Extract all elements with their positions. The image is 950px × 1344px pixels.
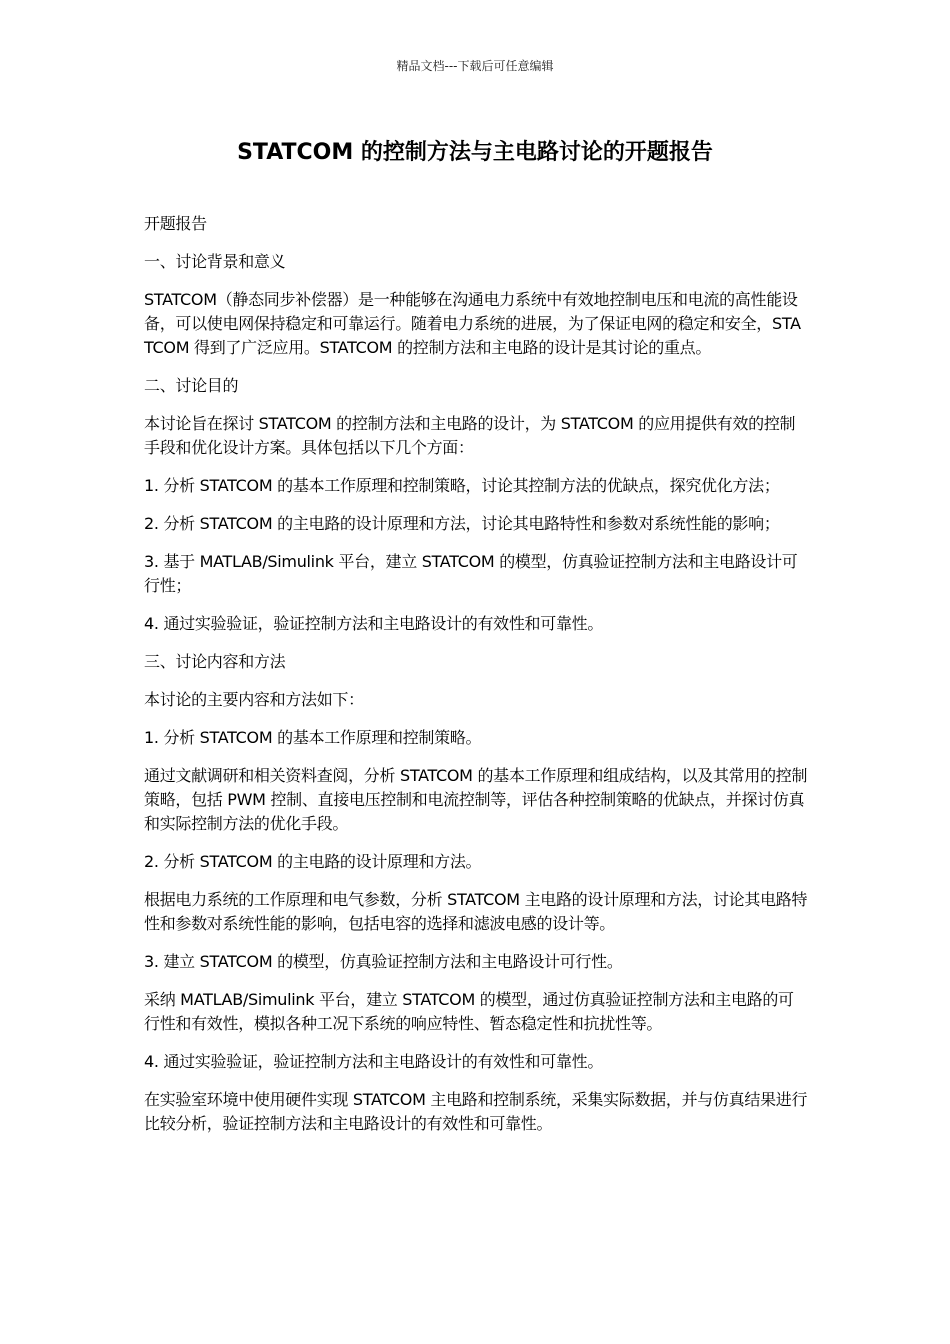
document-body — [144, 212, 808, 1150]
purpose-item-3: 3. 基于 MATLAB/Simulink 平台，建立 STATCOM 的模型，仿真验证控制方法和主电路设计可行性； — [144, 552, 798, 595]
content-item-3-body: 采纳 MATLAB/Simulink 平台，建立 STATCOM 的模型，通过仿真验证控制方法和主电路的可行性和有效性，模拟各种工况下系统的响应特性、暂态稳定性和抗扰性等。 — [144, 990, 794, 1033]
content-item-2-heading: 2. 分析 STATCOM 的主电路的设计原理和方法。 — [144, 852, 482, 871]
content-item-1-heading: 1. 分析 STATCOM 的基本工作原理和控制策略。 — [144, 728, 482, 747]
paragraph-content-intro: 本讨论的主要内容和方法如下： — [144, 690, 364, 709]
purpose-item-1: 1. 分析 STATCOM 的基本工作原理和控制策略，讨论其控制方法的优缺点，探究优化方法； — [144, 476, 780, 495]
document-title: STATCOM 的控制方法与主电路讨论的开题报告 — [237, 140, 713, 165]
content-item-3-heading: 3. 建立 STATCOM 的模型，仿真验证控制方法和主电路设计可行性。 — [144, 952, 623, 971]
section-label: 开题报告 — [144, 214, 207, 233]
header-note: 精品文档---下载后可任意编辑 — [396, 59, 554, 73]
purpose-item-2: 2. 分析 STATCOM 的主电路的设计原理和方法，讨论其电路特性和参数对系统性能的影响； — [144, 514, 780, 533]
paragraph-purpose: 本讨论旨在探讨 STATCOM 的控制方法和主电路的设计，为 STATCOM 的应用提供有效的控制手段和优化设计方案。具体包括以下几个方面： — [144, 414, 796, 457]
paragraph-background: STATCOM（静态同步补偿器）是一种能够在沟通电力系统中有效地控制电压和电流的高性能设备，可以使电网保持稳定和可靠运行。随着电力系统的进展，为了保证电网的稳定和安全，STATCOM 得到了广泛应用。STATCOM 的控制方法和主电路的设计是其讨论的重点。 — [144, 290, 801, 357]
section-heading-background: 一、讨论背景和意义 — [144, 252, 286, 271]
content-item-1-body: 通过文献调研和相关资料查阅，分析 STATCOM 的基本工作原理和组成结构，以及其常用的控制策略，包括 PWM 控制、直接电压控制和电流控制等，评估各种控制策略的优缺点，并探讨仿真和实际控制方法的优化手段。 — [144, 766, 808, 833]
purpose-item-4: 4. 通过实验验证，验证控制方法和主电路设计的有效性和可靠性。 — [144, 614, 604, 633]
content-item-4-body: 在实验室环境中使用硬件实现 STATCOM 主电路和控制系统，采集实际数据，并与仿真结果进行比较分析，验证控制方法和主电路设计的有效性和可靠性。 — [144, 1090, 808, 1133]
section-heading-content: 三、讨论内容和方法 — [144, 652, 286, 671]
content-item-2-body: 根据电力系统的工作原理和电气参数，分析 STATCOM 主电路的设计原理和方法，讨论其电路特性和参数对系统性能的影响，包括电容的选择和滤波电感的设计等。 — [144, 890, 808, 933]
section-heading-purpose: 二、讨论目的 — [144, 376, 239, 395]
content-item-4-heading: 4. 通过实验验证，验证控制方法和主电路设计的有效性和可靠性。 — [144, 1052, 604, 1071]
